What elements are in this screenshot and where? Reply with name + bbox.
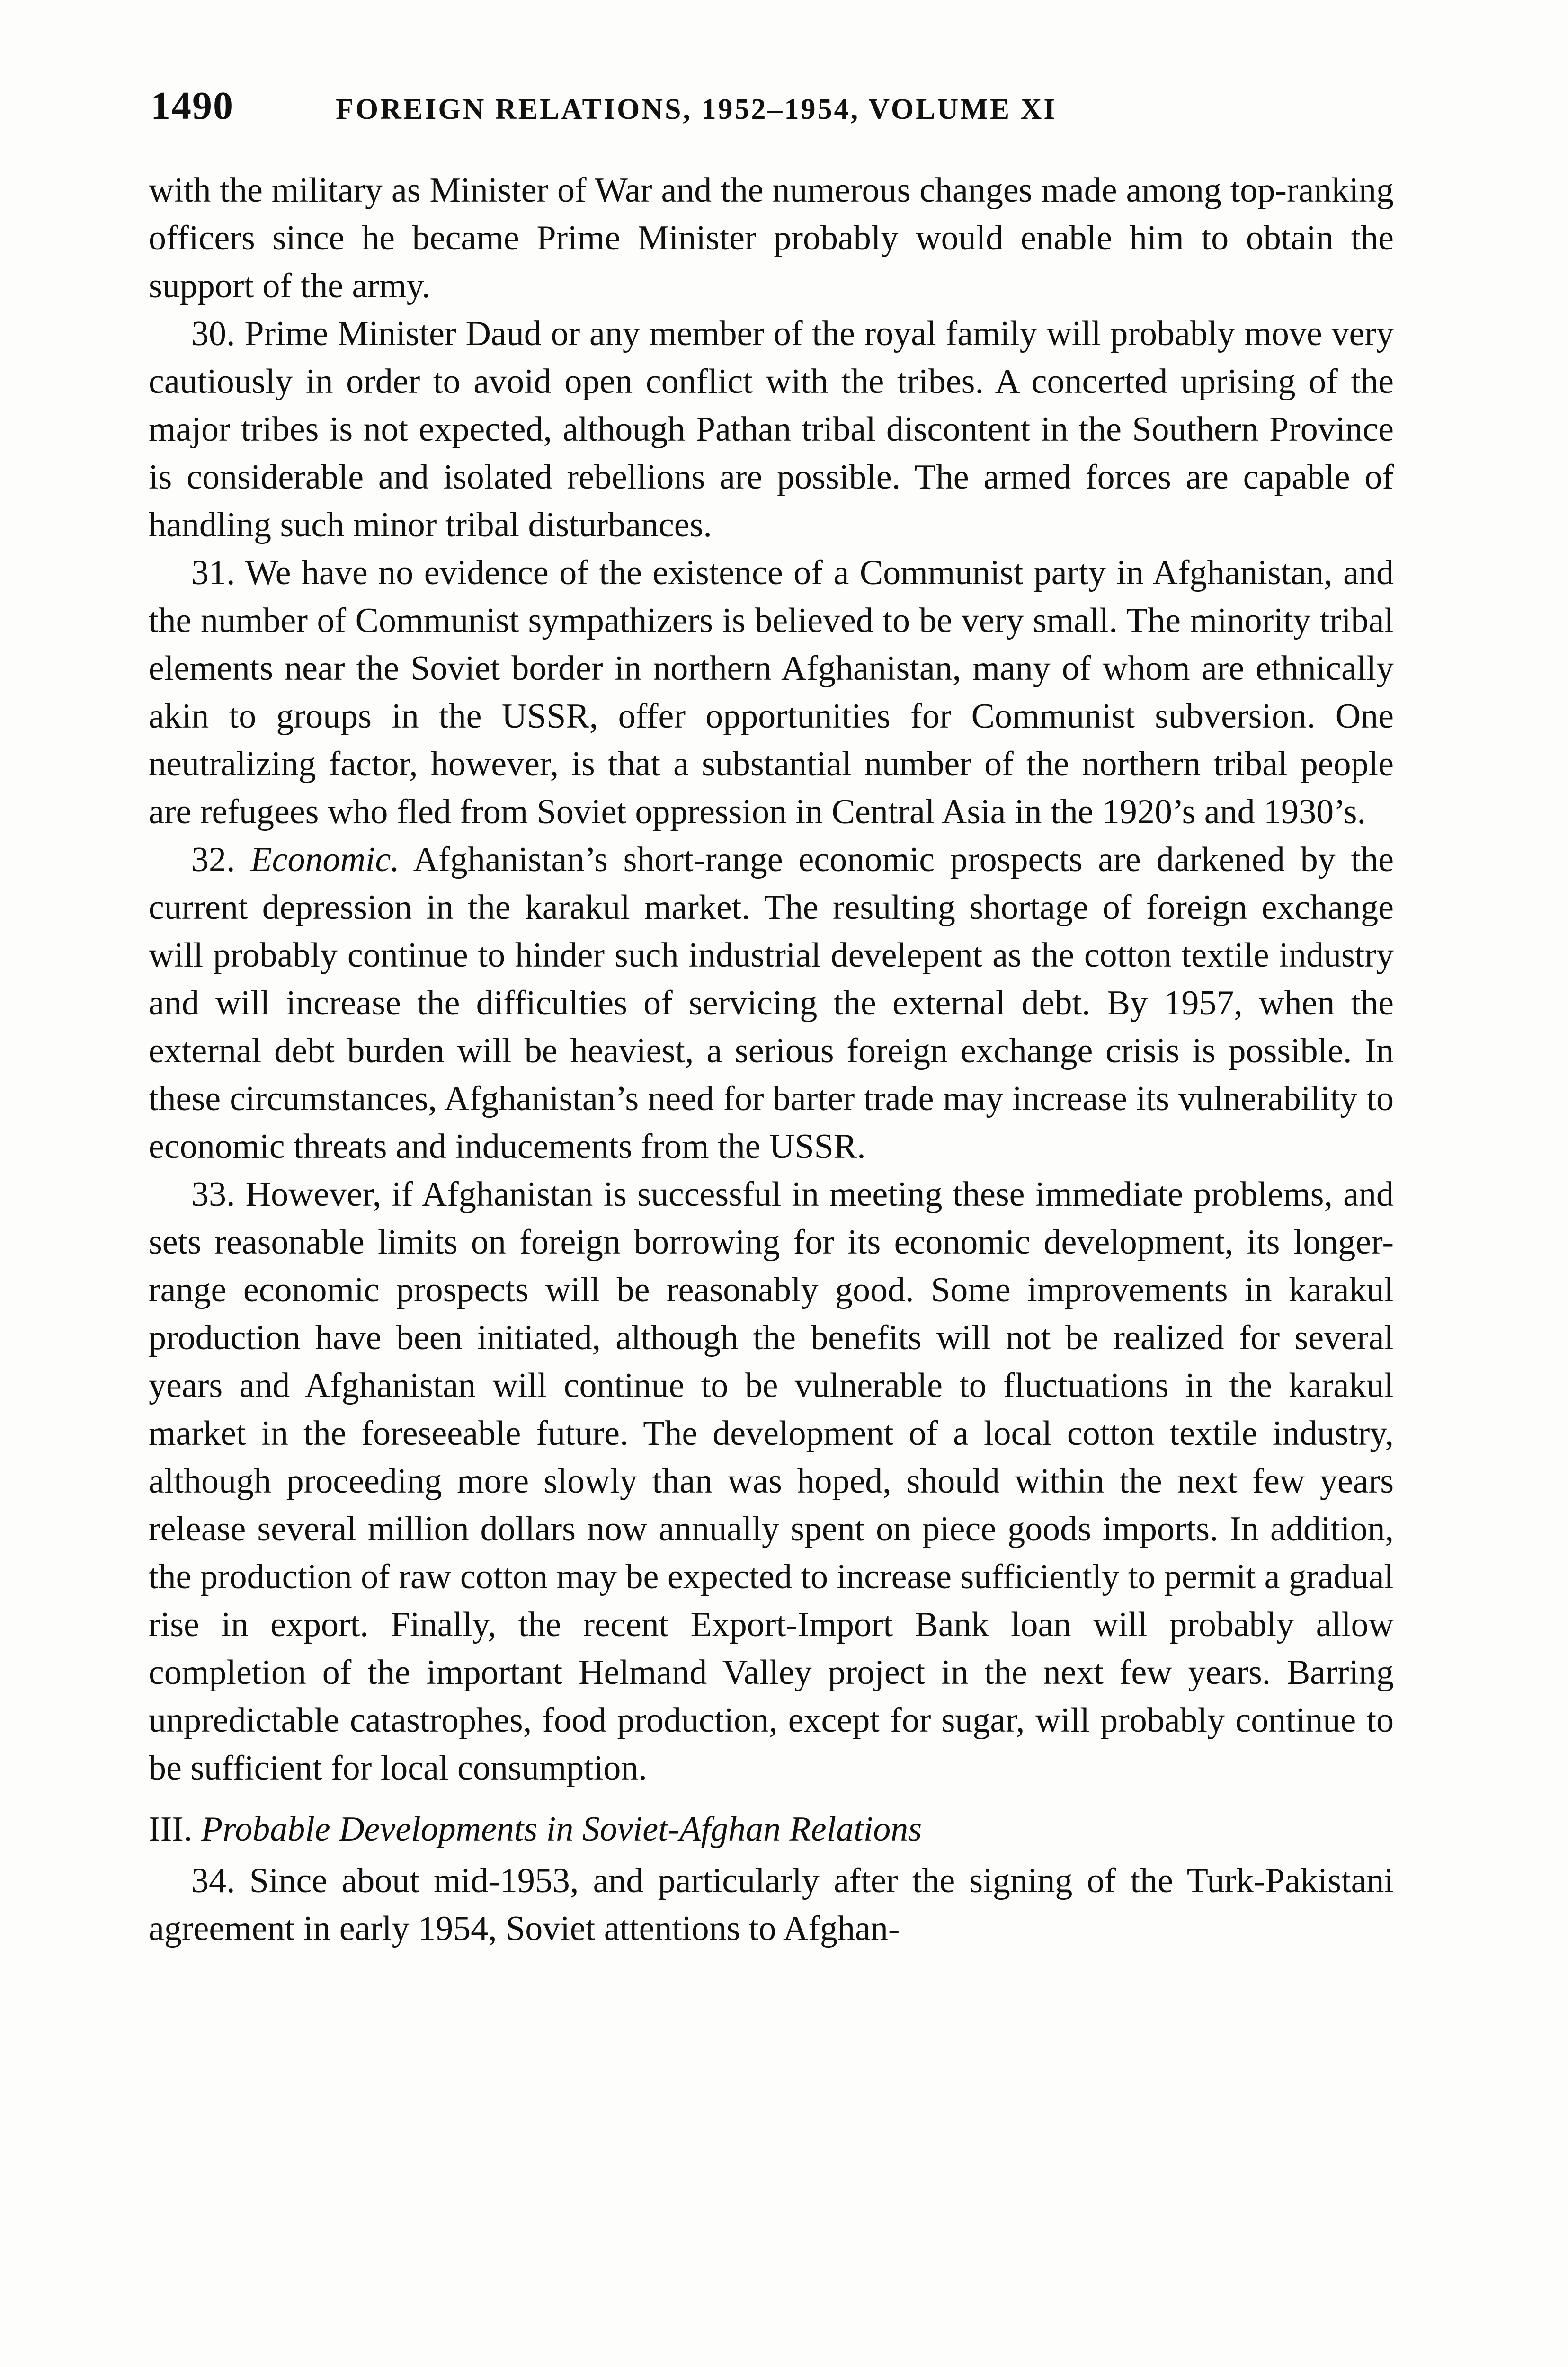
paragraph-33: 33. However, if Afghanistan is successful in meeting these immediate problems, and sets reasonable limits on foreign borrowing for its economic development, its longer-range economic prospects will be reasonably good. Some improvements in karakul production have been initiated, although the benefits will not be realized for several years and Afghanistan will continue to be vulnerable to fluctuations in the karakul market in the foreseeable future. The development of a local cotton textile industry, although proceeding more slowly than was hoped, should within the next few years release several million dollars now annually spent on piece goods imports. In addition, the production of raw cotton may be expected to increase sufficiently to permit a gradual rise in export. Finally, the recent Export-Import Bank loan will probably allow completion of the important Helmand Valley project in the next few years. Barring unpredictable catastrophes, food production, except for sugar, will probably continue to be sufficient for local consumption. xyxy=(149,1175,1394,1788)
paragraph-30: 30. Prime Minister Daud or any member of the royal family will probably move very cautiously in order to avoid open conflict with the tribes. A concerted uprising of the major tribes is not expected, although Pathan tribal discontent in the Southern Province is considerable and isolated rebellions are possible. The armed forces are capable of handling such minor tribal disturbances. xyxy=(149,314,1394,544)
page-header xyxy=(151,83,1391,135)
paragraph-32-label: Economic. xyxy=(250,840,400,879)
section-title: Probable Developments in Soviet-Afghan Relations xyxy=(201,1810,922,1849)
paragraph-32 xyxy=(149,836,1394,1171)
section-number: III. xyxy=(149,1810,193,1849)
section-heading xyxy=(149,1806,1394,1853)
page-number: 1490 xyxy=(151,84,234,128)
body-text xyxy=(149,167,1394,1953)
paragraph-32-body: Afghanistan’s short-range economic prospects are darkened by the current depression in the karakul market. The resulting shortage of foreign exchange will probably continue to hinder such industrial develepent as the cotton textile industry and will increase the difficulties of servicing the external debt. By 1957, when the external debt burden will be heaviest, a serious foreign exchange crisis is possible. In these circumstances, Afghanistan’s need for barter trade may increase its vulnerability to economic threats and inducements from the USSR. xyxy=(149,840,1394,1166)
paragraph-31: 31. We have no evidence of the existence of a Communist party in Afghanistan, and the number of Communist sympathizers is believed to be very small. The minority tribal elements near the Soviet border in northern Afghanistan, many of whom are ethnically akin to groups in the USSR, offer opportunities for Communist subversion. One neutralizing factor, however, is that a substantial number of the northern tribal people are refugees who fled from Soviet oppression in Central Asia in the 1920’s and 1930’s. xyxy=(149,553,1394,831)
paragraph-continued: with the military as Minister of War and the numerous changes made among top-ranking officers since he became Prime Minister probably would enable him to obtain the support of the army. xyxy=(149,171,1394,305)
paragraph-34: 34. Since about mid-1953, and particularly after the signing of the Turk-Pakistani agreement in early 1954, Soviet attentions to Afghan- xyxy=(149,1861,1394,1948)
paragraph-32-number: 32. xyxy=(191,840,235,879)
running-head: FOREIGN RELATIONS, 1952–1954, VOLUME XI xyxy=(336,93,1057,125)
